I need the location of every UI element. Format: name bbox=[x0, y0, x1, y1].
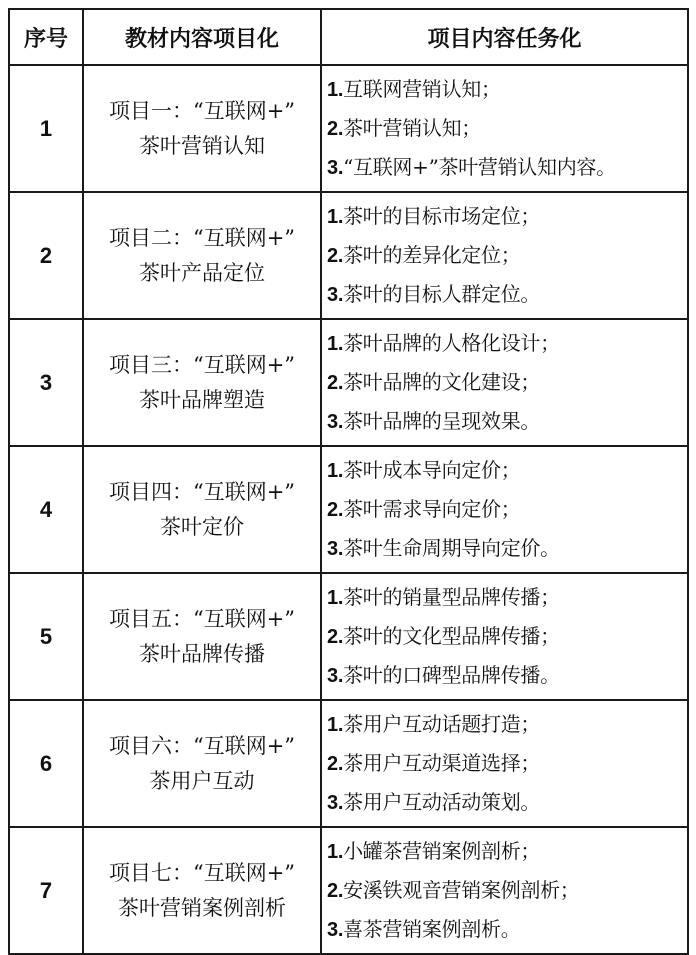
task-number: 3. bbox=[327, 284, 344, 306]
project-title-line: 茶叶产品定位 bbox=[139, 260, 265, 285]
task-item bbox=[327, 832, 687, 871]
header-project-tasks: 项目内容任务化 bbox=[321, 9, 688, 65]
project-title-line: 茶叶品牌传播 bbox=[139, 641, 265, 666]
task-number: 1. bbox=[327, 79, 344, 101]
row-project-title bbox=[83, 446, 321, 573]
row-project-title bbox=[83, 827, 321, 954]
task-item bbox=[327, 236, 687, 275]
project-title-line: 项目三：“互联网+” bbox=[108, 352, 296, 377]
task-text: 安溪铁观音营销案例剖析； bbox=[343, 878, 580, 902]
task-item bbox=[327, 656, 687, 695]
row-serial-number: 6 bbox=[9, 700, 83, 827]
task-text: “互联网+”茶叶营销认知内容。 bbox=[343, 155, 616, 179]
project-title-line: 项目二：“互联网+” bbox=[108, 225, 296, 250]
task-item bbox=[327, 744, 687, 783]
row-serial-number: 5 bbox=[9, 573, 83, 700]
table-row bbox=[9, 573, 688, 700]
project-title-line: 茶叶营销案例剖析 bbox=[118, 895, 286, 920]
task-number: 3. bbox=[327, 538, 344, 560]
task-text: 喜茶营销案例剖析。 bbox=[343, 917, 521, 941]
task-number: 1. bbox=[327, 587, 344, 609]
project-title-line: 茶叶定价 bbox=[160, 514, 244, 539]
header-textbook-projects: 教材内容项目化 bbox=[83, 9, 321, 65]
row-task-list bbox=[321, 65, 688, 192]
project-title-line: 项目一：“互联网+” bbox=[108, 98, 296, 123]
task-text: 茶叶的差异化定位； bbox=[343, 243, 521, 267]
table-body bbox=[9, 65, 688, 954]
task-text: 互联网营销认知； bbox=[343, 77, 501, 101]
task-number: 3. bbox=[327, 411, 344, 433]
task-text: 茶叶的目标人群定位。 bbox=[343, 282, 541, 306]
task-text: 茶叶的文化型品牌传播； bbox=[343, 624, 560, 648]
task-item bbox=[327, 275, 687, 314]
row-project-title bbox=[83, 65, 321, 192]
task-item bbox=[327, 617, 687, 656]
task-text: 茶叶品牌的人格化设计； bbox=[343, 331, 560, 355]
task-text: 茶用户互动渠道选择； bbox=[343, 751, 541, 775]
task-item bbox=[327, 324, 687, 363]
project-title-line: 茶叶营销认知 bbox=[139, 133, 265, 158]
task-item bbox=[327, 109, 687, 148]
task-item bbox=[327, 705, 687, 744]
task-item bbox=[327, 578, 687, 617]
task-item bbox=[327, 910, 687, 949]
table-row bbox=[9, 446, 688, 573]
row-task-list bbox=[321, 319, 688, 446]
row-task-list bbox=[321, 192, 688, 319]
task-text: 茶叶需求导向定价； bbox=[343, 497, 521, 521]
row-project-title bbox=[83, 319, 321, 446]
project-title-line: 项目四：“互联网+” bbox=[108, 479, 296, 504]
task-text: 茶叶的口碑型品牌传播。 bbox=[343, 663, 560, 687]
task-item bbox=[327, 363, 687, 402]
task-text: 茶叶品牌的文化建设； bbox=[343, 370, 541, 394]
task-number: 1. bbox=[327, 206, 344, 228]
task-item bbox=[327, 451, 687, 490]
task-item bbox=[327, 529, 687, 568]
project-title-line: 项目六：“互联网+” bbox=[108, 733, 296, 758]
project-title-line: 茶用户互动 bbox=[149, 768, 255, 793]
task-text: 茶叶生命周期导向定价。 bbox=[343, 536, 560, 560]
task-number: 2. bbox=[327, 118, 344, 140]
task-text: 茶用户互动活动策划。 bbox=[343, 790, 541, 814]
task-number: 3. bbox=[327, 792, 344, 814]
task-number: 3. bbox=[327, 157, 344, 179]
table-row bbox=[9, 65, 688, 192]
task-number: 2. bbox=[327, 626, 344, 648]
table-row bbox=[9, 827, 688, 954]
task-number: 1. bbox=[327, 460, 344, 482]
row-serial-number: 7 bbox=[9, 827, 83, 954]
row-task-list bbox=[321, 700, 688, 827]
task-text: 茶叶营销认知； bbox=[343, 116, 481, 140]
header-serial-number: 序号 bbox=[9, 9, 83, 65]
project-title-line: 茶叶品牌塑造 bbox=[139, 387, 265, 412]
task-item bbox=[327, 783, 687, 822]
course-task-table bbox=[8, 8, 689, 955]
row-serial-number: 2 bbox=[9, 192, 83, 319]
task-item bbox=[327, 197, 687, 236]
row-task-list bbox=[321, 827, 688, 954]
table-row bbox=[9, 319, 688, 446]
task-text: 茶叶成本导向定价； bbox=[343, 458, 521, 482]
row-project-title bbox=[83, 573, 321, 700]
task-text: 茶叶品牌的呈现效果。 bbox=[343, 409, 541, 433]
row-serial-number: 1 bbox=[9, 65, 83, 192]
task-text: 茶叶的销量型品牌传播； bbox=[343, 585, 560, 609]
task-number: 1. bbox=[327, 714, 344, 736]
task-text: 小罐茶营销案例剖析； bbox=[343, 839, 541, 863]
task-number: 3. bbox=[327, 919, 344, 941]
project-title-line: 项目五：“互联网+” bbox=[108, 606, 296, 631]
task-item bbox=[327, 871, 687, 910]
row-project-title bbox=[83, 700, 321, 827]
project-title-line: 项目七：“互联网+” bbox=[108, 860, 296, 885]
task-number: 1. bbox=[327, 841, 344, 863]
task-number: 2. bbox=[327, 245, 344, 267]
task-item bbox=[327, 148, 687, 187]
table-row bbox=[9, 192, 688, 319]
row-project-title bbox=[83, 192, 321, 319]
row-task-list bbox=[321, 573, 688, 700]
task-item bbox=[327, 70, 687, 109]
row-serial-number: 4 bbox=[9, 446, 83, 573]
task-number: 2. bbox=[327, 880, 344, 902]
task-text: 茶叶的目标市场定位； bbox=[343, 204, 541, 228]
task-number: 2. bbox=[327, 753, 344, 775]
task-number: 2. bbox=[327, 499, 344, 521]
task-number: 3. bbox=[327, 665, 344, 687]
row-task-list bbox=[321, 446, 688, 573]
task-text: 茶用户互动话题打造； bbox=[343, 712, 541, 736]
task-item bbox=[327, 490, 687, 529]
row-serial-number: 3 bbox=[9, 319, 83, 446]
table-header-row bbox=[9, 9, 688, 65]
task-number: 1. bbox=[327, 333, 344, 355]
task-number: 2. bbox=[327, 372, 344, 394]
task-item bbox=[327, 402, 687, 441]
table-row bbox=[9, 700, 688, 827]
